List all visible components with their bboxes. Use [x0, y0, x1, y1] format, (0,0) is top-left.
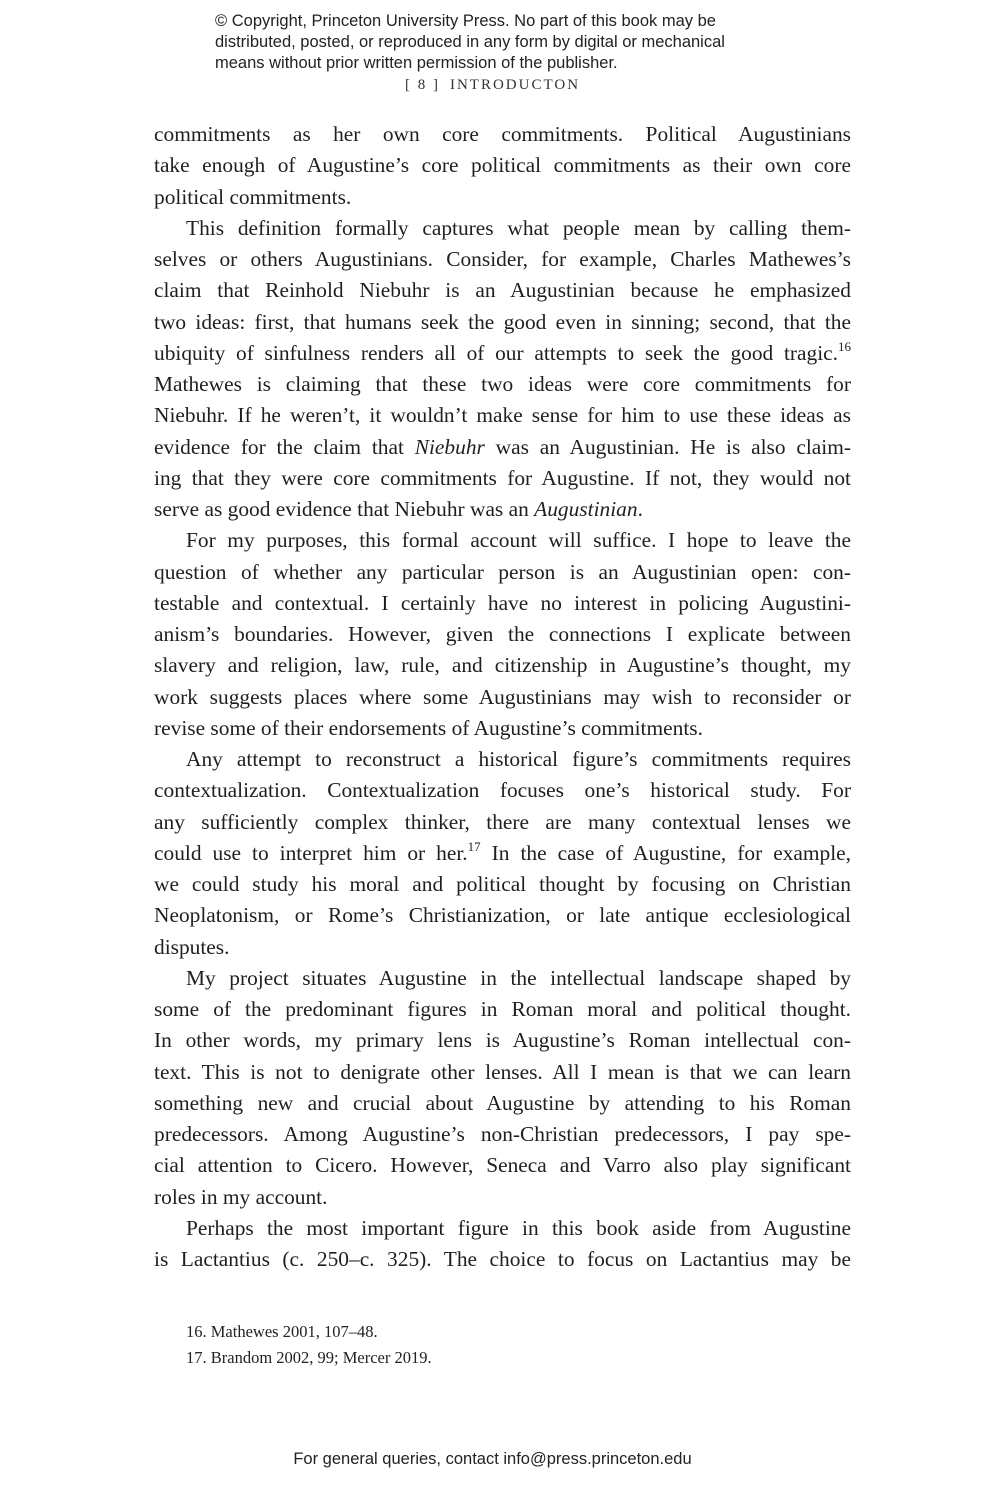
- text-line: slavery and religion, law, rule, and citizenship in Augustine’s thought, my: [154, 653, 851, 678]
- italic-term: Augustinian: [534, 497, 638, 521]
- chapter-title: INTRODUCTON: [449, 77, 581, 93]
- text-line: Niebuhr. If he weren’t, it wouldn’t make sense for him to use these ideas as: [154, 403, 851, 428]
- text-line: political commitments.: [154, 184, 352, 209]
- text-line: commitments as her own core commitments. Political Augustinians: [154, 122, 851, 146]
- footnote-17: 17. Brandom 2002, 99; Mercer 2019.: [186, 1348, 432, 1367]
- body-text: [154, 119, 851, 1275]
- text-segment: In the case of Augustine, for example,: [480, 840, 852, 865]
- text-line: Mathewes is claiming that these two ideas were core commitments for: [154, 372, 851, 396]
- copyright-notice: [215, 11, 815, 74]
- text-line: This definition formally captures what people mean by calling them-: [186, 215, 851, 240]
- copyright-line: © Copyright, Princeton University Press. No part of this book may be: [215, 12, 716, 30]
- text-line: selves or others Augustinians. Consider, for example, Charles Mathewes’s: [154, 247, 851, 271]
- text-line: [154, 432, 851, 463]
- text-line: some of the predominant figures in Roman moral and political thought.: [154, 997, 851, 1021]
- copyright-line: distributed, posted, or reproduced in any form by digital or mechanical: [215, 33, 725, 51]
- text-segment: .: [637, 497, 643, 521]
- text-line: Perhaps the most important figure in this book aside from Augustine: [186, 1215, 851, 1240]
- text-line: cial attention to Cicero. However, Seneca and Varro also play significant: [154, 1153, 851, 1178]
- text-line: [154, 338, 851, 369]
- text-line: anism’s boundaries. However, given the connections I explicate between: [154, 622, 851, 646]
- text-line: is Lactantius (c. 250–c. 325). The choice to focus on Lactantius may be: [154, 1247, 851, 1271]
- text-line: [154, 838, 851, 869]
- text-line: predecessors. Among Augustine’s non-Christian predecessors, I pay spe-: [154, 1122, 851, 1146]
- text-segment: serve as good evidence that Niebuhr was an: [154, 497, 535, 521]
- text-line: take enough of Augustine’s core political commitments as their own core: [154, 153, 851, 178]
- text-line: we could study his moral and political thought by focusing on Christian: [154, 872, 851, 896]
- text-line: revise some of their endorsements of Augustine’s commitments.: [154, 715, 703, 740]
- footnote-16: 16. Mathewes 2001, 107–48.: [186, 1322, 378, 1341]
- text-line: Any attempt to reconstruct a historical figure’s commitments requires: [186, 747, 851, 771]
- footer-contact: For general queries, contact info@press.princeton.edu: [293, 1450, 692, 1468]
- text-line: any sufficiently complex thinker, there are many contextual lenses we: [154, 809, 851, 834]
- text-line: something new and crucial about Augustine by attending to his Roman: [154, 1090, 851, 1115]
- copyright-line: means without prior written permission of the publisher.: [215, 54, 618, 72]
- footnote-ref-16[interactable]: 16: [838, 338, 851, 354]
- page-number: [ 8 ]: [404, 77, 440, 93]
- text-line: testable and contextual. I certainly have no interest in policing Augustini-: [154, 590, 851, 615]
- text-line: two ideas: first, that humans seek the good even in sinning; second, that the: [154, 309, 851, 334]
- text-segment: ubiquity of sinfulness renders all of our attempts to seek the good tragic.: [154, 340, 838, 365]
- text-line: question of whether any particular person is an Augustinian open: con-: [154, 559, 851, 584]
- text-segment: evidence for the claim that: [154, 434, 415, 459]
- text-line: In other words, my primary lens is Augustine’s Roman intellectual con-: [154, 1028, 851, 1053]
- text-line: My project situates Augustine in the intellectual landscape shaped by: [186, 965, 851, 990]
- text-segment: was an Augustinian. He is also claim-: [484, 434, 851, 459]
- text-line: claim that Reinhold Niebuhr is an Augustinian because he emphasized: [154, 278, 851, 303]
- italic-term: Niebuhr: [414, 434, 485, 459]
- text-line: work suggests places where some Augustinians may wish to reconsider or: [154, 684, 851, 709]
- text-line: contextualization. Contextualization focuses one’s historical study. For: [154, 778, 851, 803]
- text-segment: could use to interpret him or her.: [154, 840, 468, 865]
- running-head: [0, 77, 985, 94]
- text-line: ing that they were core commitments for Augustine. If not, they would not: [154, 465, 851, 490]
- text-line: Neoplatonism, or Rome’s Christianization, or late antique ecclesiological: [154, 903, 851, 928]
- footnote-ref-17[interactable]: 17: [467, 838, 481, 854]
- text-line: disputes.: [154, 934, 230, 959]
- text-line: roles in my account.: [154, 1184, 328, 1209]
- text-line: [154, 494, 851, 525]
- footnotes: [186, 1319, 826, 1371]
- text-line: For my purposes, this formal account will suffice. I hope to leave the: [186, 528, 851, 553]
- text-line: text. This is not to denigrate other lenses. All I mean is that we can learn: [154, 1059, 851, 1084]
